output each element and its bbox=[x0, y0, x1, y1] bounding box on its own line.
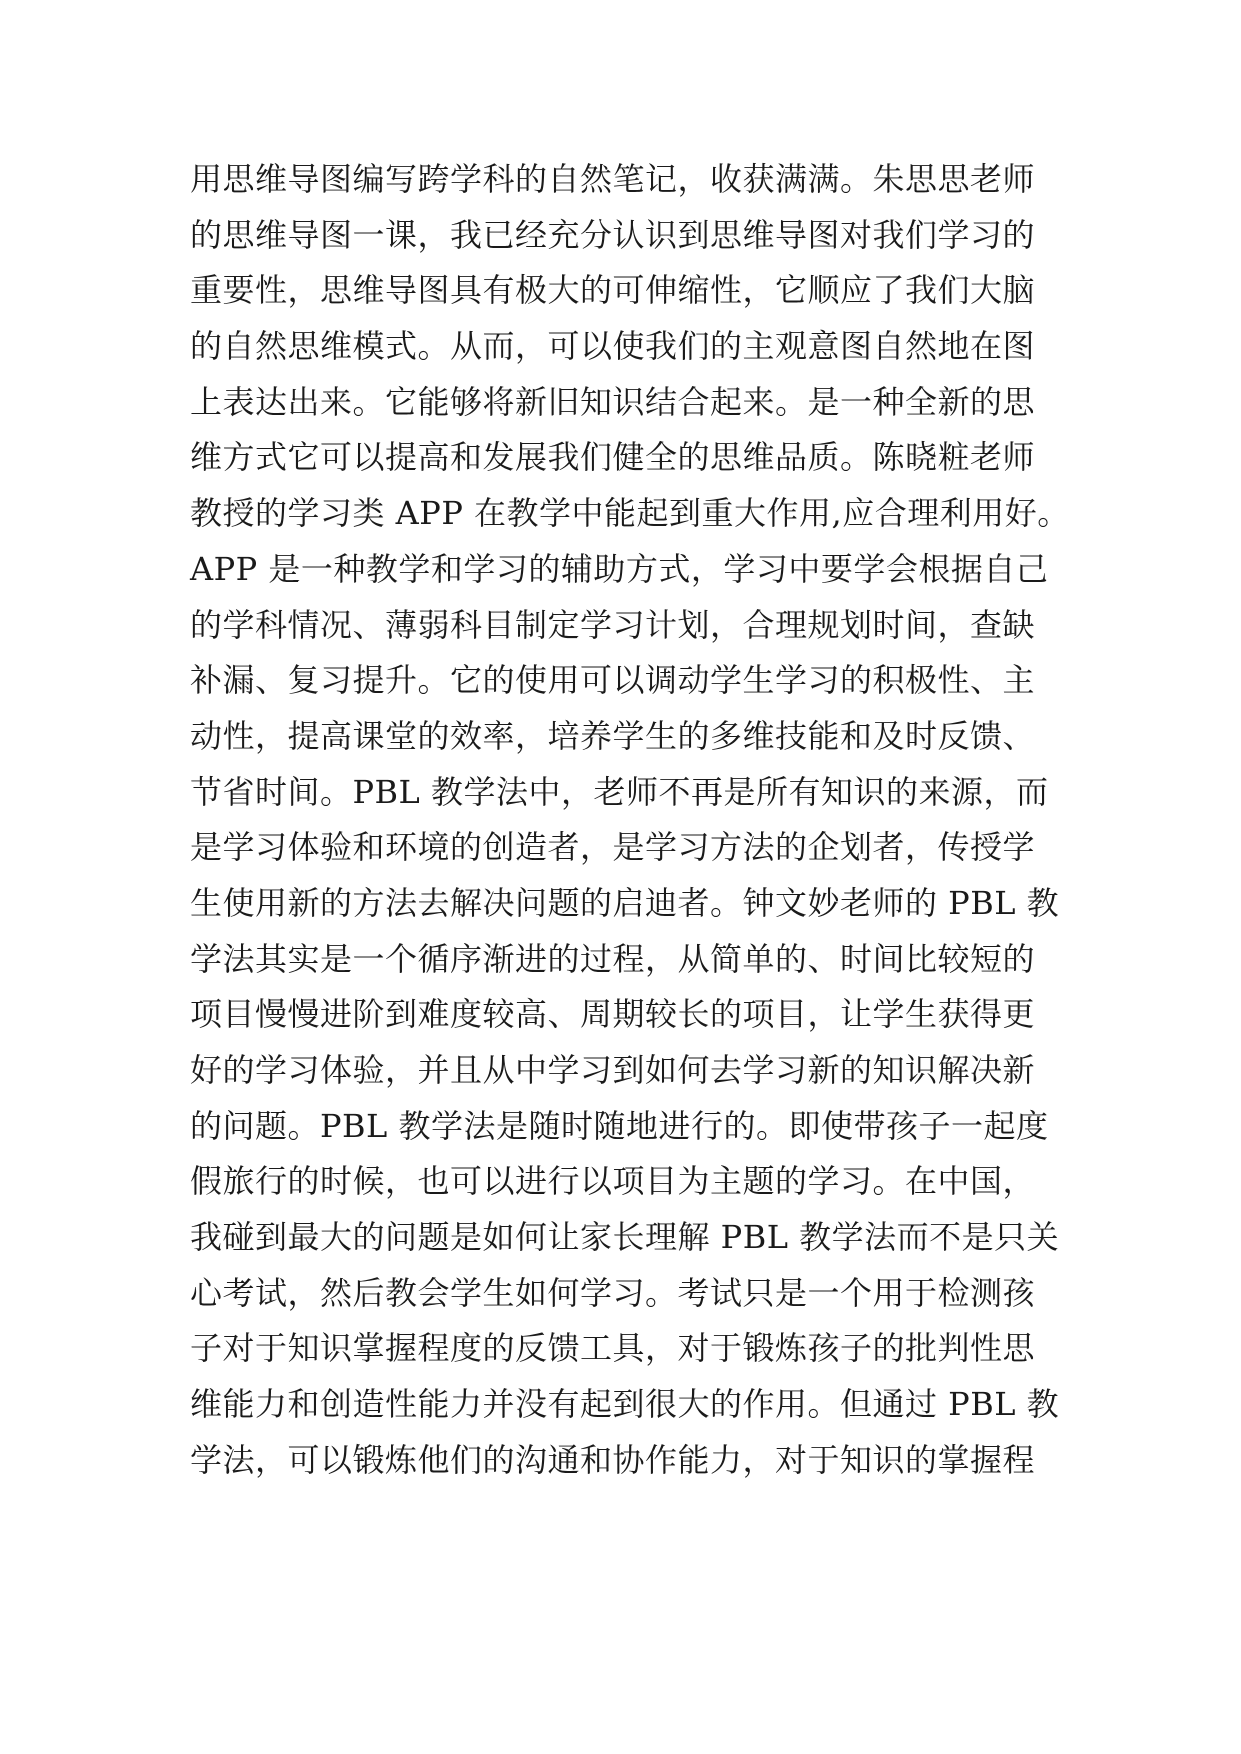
text-line: 维能力和创造性能力并没有起到很大的作用。但通过 PBL 教 bbox=[190, 1385, 1060, 1424]
text-line: 学法其实是一个循序渐进的过程，从简单的、时间比较短的 bbox=[190, 939, 1036, 978]
text-line: 的自然思维模式。从而，可以使我们的主观意图自然地在图 bbox=[190, 327, 1036, 366]
text-line: 补漏、复习提升。它的使用可以调动学生学习的积极性、主 bbox=[190, 661, 1036, 700]
text-line: 学法，可以锻炼他们的沟通和协作能力，对于知识的掌握程 bbox=[190, 1440, 1036, 1479]
text-line: 假旅行的时候，也可以进行以项目为主题的学习。在中国， bbox=[190, 1162, 1036, 1201]
text-line: 子对于知识掌握程度的反馈工具，对于锻炼孩子的批判性思 bbox=[190, 1329, 1036, 1368]
text-line: 的学科情况、薄弱科目制定学习计划，合理规划时间，查缺 bbox=[190, 605, 1036, 644]
text-line: 生使用新的方法去解决问题的启迪者。钟文妙老师的 PBL 教 bbox=[190, 883, 1060, 922]
text-line: APP 是一种教学和学习的辅助方式，学习中要学会根据自己 bbox=[190, 549, 1049, 588]
text-line: 的问题。PBL 教学法是随时随地进行的。即使带孩子一起度 bbox=[190, 1106, 1049, 1145]
text-line: 节省时间。PBL 教学法中，老师不再是所有知识的来源，而 bbox=[190, 772, 1049, 811]
text-line: 教授的学习类 APP 在教学中能起到重大作用,应合理利用好。 bbox=[190, 494, 1070, 533]
text-line: 上表达出来。它能够将新旧知识结合起来。是一种全新的思 bbox=[190, 382, 1036, 421]
text-line: 用思维导图编写跨学科的自然笔记，收获满满。朱思思老师 bbox=[190, 160, 1036, 198]
text-line: 维方式它可以提高和发展我们健全的思维品质。陈晓粧老师 bbox=[190, 438, 1036, 477]
text-line: 的思维导图一课，我已经充分认识到思维导图对我们学习的 bbox=[190, 215, 1036, 254]
body-text bbox=[190, 156, 1070, 1493]
text-line: 动性，提高课堂的效率，培养学生的多维技能和及时反馈、 bbox=[190, 716, 1036, 755]
text-line: 项目慢慢进阶到难度较高、周期较长的项目，让学生获得更 bbox=[190, 995, 1036, 1034]
text-line: 我碰到最大的问题是如何让家长理解 PBL 教学法而不是只关 bbox=[190, 1218, 1060, 1257]
text-line: 是学习体验和环境的创造者，是学习方法的企划者，传授学 bbox=[190, 828, 1036, 867]
text-line: 重要性，思维导图具有极大的可伸缩性，它顺应了我们大脑 bbox=[190, 271, 1036, 310]
text-line: 好的学习体验，并且从中学习到如何去学习新的知识解决新 bbox=[190, 1051, 1036, 1089]
text-line: 心考试，然后教会学生如何学习。考试只是一个用于检测孩 bbox=[190, 1273, 1036, 1312]
